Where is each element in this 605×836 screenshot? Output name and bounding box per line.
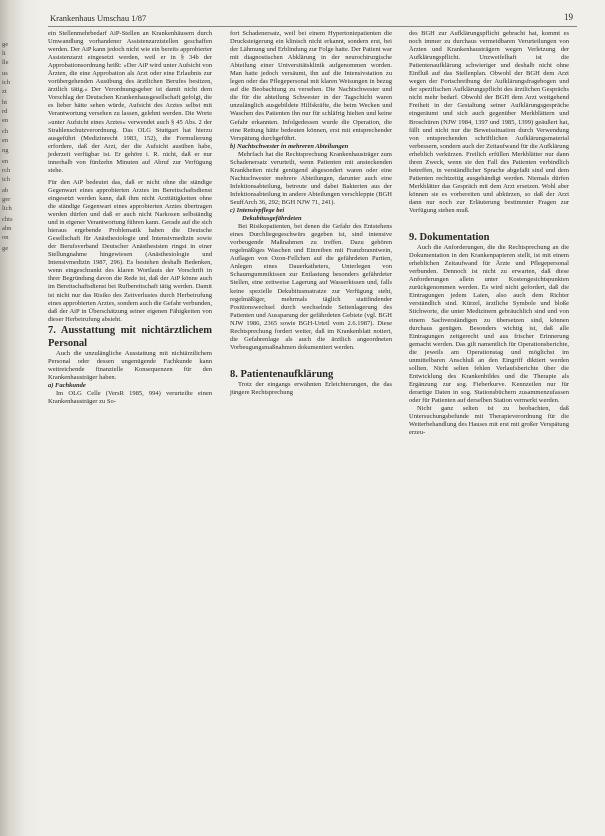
paragraph: ein Stellenmehrbedarf AiP-Stellen an Krankenhäusern durch Umwandlung vorhandener Assistenzarztstellen geschaffen werden. Der AiP kann jedoch nicht wie ein bereits approbierter Assistenzarzt eingesetzt werden, weil er in § 34b der Approbationsordnung heißt: »Der AiP wird unter Aufsicht von Ärzten, die eine Approbation als Arzt oder eine Erlaubnis zur vorübergehenden Ausübung des ärztlichen Berufes besitzen, ärztlich tätig.« Der Verordnungsgeber ist damit nicht dem Vorschlag der Deutschen Krankenhausgesellschaft gefolgt, die es lieber hätte sehen würde, Aufsicht des Arztes selbst mit Verantwortung versehen zu lassen, gelehnt werden. Die Worte »unter Aufsicht eines Arztes« verwendet auch § 45 Abs. 2 der Strahlenschutzverordnung. Das OLG Stuttgart hat hierzu ausgeführt (Medizinrecht 1983, 152), die Formulierung erfordere, daß der Arzt, der die Aufsicht ausüben habe, jederzeit verfügbar ist. Er gehöre i. R. nicht, daß er nur innerhalb von fünfzehn Minuten auf Abruf zur Verfügung stehe. bbox=[48, 30, 213, 174]
paragraph: des BGH zur Aufklärungspflicht gebracht hat, kommt es noch immer zu durchaus vermeidbaren Verurteilungen von Ärzten und Krankenhausträgern wegen Verletzung der Aufklärungspflicht. Unzweifelhaft ist die Patientenaufklärung schwieriger und deshalb nicht ohne Einfluß auf das Stellenplan. Obwohl der BGH dem Arzt wegen der Fortschreibung der Aufklärungsfragebogen und der spezifischen Aufklärungspflicht des ärztlichen Gesprächs nicht mehr bedarf. Obwohl der BGH dem Arzt weitgehend Freiheit in der Gestaltung seiner Aufklärungsgespräche eingeräumt und sich auch gegenüber Merkblättern und Broschüren (NJW 1984, 1397 und 1985, 1399) geäußert hat, fällt und nicht nur die Beweissituation durch Verwendung von entsprechenden schriftlichen Aufklärungsmaterial verbessern, sondern auch der Zeitaufwand für die Aufklärung erheblich verkürzen. Freilich erfüllen Merkblätter nur dann ihren Zweck, wenn sie den Fall des Patienten verbindlich betreffen, in verständlicher Sprache abgefaßt sind und dem Patienten rechtzeitig ausgehändigt werden. Niemals dürfen Merkblätter das Gespräch mit dem Arzt ersetzen. Wohl aber können sie es vorbereiten und abkürzen, so daß der Arzt dann nur noch zur Erläuterung bestimmter Fragen zur Verfügung stehen muß. bbox=[409, 30, 569, 215]
paragraph: Auch die Anforderungen, die die Rechtsprechung an die Dokumentation in den Krankenpapieren stellt, ist mit einem erheblichen Zeitaufwand für Ärzte und Pflegepersonal verbunden. Dennoch ist nicht zu erwarten, daß diese Anforderungen allein unter Kostengesichtspunkten zurückgenommen werden. Es wird nicht gefordert, daß die Eintragungen jedem Laien, also auch dem Richter verständlich sind. Kürzel, ärztliche Symbole und bloße Stichworte, die unter Medizinern gebräuchlich sind und von einem Sachverständigen zu übersetzen sind, können durchaus genügen. Besonders wichtig ist, daß alle Eintragungen zeitgerecht und aus frischer Erinnerung gemacht werden. Das gilt namentlich für Operationsberichte, die jeweils am Operationstag und möglichst im unmittelbaren Anschluß an den Eingriff diktiert werden sollten. Nicht selten fehlen Verlaufsberichte über die Entwicklung des Krankenbildes und die Therapie als Ergänzung zur sog. Fieberkurve. Kennzeilen nur für derartige Daten in sog. Stationsbüchern zusammenzufassen oder für Patienten auf derselben Station vermerkt werden. bbox=[409, 244, 569, 404]
left-page-fragment: en bbox=[2, 137, 9, 145]
left-page-fragment: ht bbox=[2, 99, 8, 107]
page-header bbox=[48, 10, 577, 27]
left-page-fragments bbox=[2, 38, 38, 253]
paragraph: Nicht ganz selten ist zu beobachten, daß Untersuchungsbefunde mit Therapieverordnung für die Weiterbehandlung des Hauses mit erst mit großer Verspätung erzeu- bbox=[409, 405, 569, 437]
subsection-heading-b: b) Nachtschwester in mehreren Abteilungen bbox=[230, 142, 349, 150]
left-page-fragment: lt bbox=[2, 50, 6, 58]
left-page-fragment: ger bbox=[2, 195, 11, 203]
column-middle bbox=[230, 30, 392, 397]
subsection-heading-c bbox=[230, 207, 392, 223]
page-number: 19 bbox=[564, 12, 573, 22]
paragraph: Mehrfach hat die Rechtsprechung Krankenhausträger zum Schadenersatz verurteilt, wenn Patienten mit ansteckenden Krankheiten nicht genügend abgesondert waren oder eine Nachtschwester mehrere Abteilungen, darunter auch eine Infektionsabteilung, betreute und dabei Bakterien aus der Infektionsabteilung in andere Abteilungen verschleppte (BGH SeuffArch 36, 292; BGH NJW 71, 241). bbox=[230, 150, 392, 206]
left-page-fragment: ahn bbox=[2, 224, 12, 232]
column-right bbox=[409, 30, 569, 437]
left-page-fragment: chts bbox=[2, 215, 13, 223]
subsection-heading-7a: a) Fachkunde bbox=[48, 381, 86, 389]
left-page-fragment: rd bbox=[2, 108, 8, 116]
running-title: Krankenhaus Umschau 1/87 bbox=[50, 13, 147, 23]
left-page-fragment: zt bbox=[2, 88, 7, 96]
paragraph: Bei Risikopatienten, bei denen die Gefahr des Entstehens eines Durchliegegeschwürs gegeben ist, sind intensive vorbeugende Maßnahmen zu treffen. Dazu gehören regelmäßiges Waschen und Einreiben mit Franzbranntwein, Auflagen von Ozon-Fellchen auf die gefährdeten Partien, Anlegen eines Dauerkatheters, Unterlegen von Schaumgummikissen zur Entlastung besonders gefährdeter Stellen, eine zeitweise Lagerung auf Wasserkissen und, falls keine spezielle Dekubitusmatratze zur Verfügung steht, regelmäßiger, mehrmals täglich stattfindender Positionswechsel durch wechselnde Seitenlagerung des Patienten und Aussparung der gefährdeten Gebiete (vgl. BGH NJW 1986, 2365 sowie BGH-Urteil vom 2.6.1987). Diese Rechtsprechung fordert weiter, daß im Krankenblatt notiert, die Gefahrenlage als auch die ärztlich angeordneten Vorbeugungsmaßnahmen dokumentiert werden. bbox=[230, 223, 392, 351]
subsection-heading-c-line1: c) Intensivpflege bei bbox=[230, 207, 285, 215]
left-page-fragment: ch bbox=[2, 128, 9, 136]
paragraph: Im OLG Celle (VersR 1985, 994) verurteilte einen Krankenhausträger zu So- bbox=[48, 389, 212, 405]
left-page-fragment: en bbox=[2, 157, 9, 165]
paragraph: Auch die unzulängliche Ausstattung mit nichtärztlichem Personal oder dessen ungenügende Fachkunde kann weitreichende finanzielle Konsequenzen für den Krankenhausträger haben. bbox=[48, 349, 212, 381]
left-page-fragment: on bbox=[2, 233, 9, 241]
section-heading-9: 9. Dokumentation bbox=[409, 232, 490, 244]
left-page-fragment: en bbox=[2, 117, 9, 125]
left-page-fragment: ich bbox=[2, 175, 10, 183]
left-page-fragment: lich bbox=[2, 204, 12, 212]
left-page-fragment: ab bbox=[2, 186, 9, 194]
left-page-fragment: rch bbox=[2, 166, 11, 174]
paragraph: fort Schadenersatz, weil bei einem Hypertoniepatienten die Drucksteigerung ein klinisch nicht erkannt, sondern erst, bei der Lähmung und Erblindung zur Folge hatte. Der Patient war mit diagnostischen Abklärung in der neurochirurgische Abteilung einer Universitätsklinik aufgenommen worden. Man hatte jedoch versäumt, ihn auf die Intensivstation zu legen oder das Pflegepersonal mit klaren Weisungen in bezug auf die Beobachtung zu versehen. Die Nachtschwester und die für die abteilung Schwester in der Tagschicht waren unzulänglich ausgebildete Hilfskräfte, die beim Wecken und Waschen des Patienten ihn nur für schläfrig hielten und keine Gefahr erkannten. Infolgedessen wurde die Operation, die eine Rettung hätte bedeuten können, erst mit entsprechender Verspätung durchgeführt. bbox=[230, 30, 392, 142]
left-page-fragment: ge bbox=[2, 41, 9, 48]
paragraph: Trotz der eingangs erwähnten Erleichterungen, die das jüngere Rechtsprechung bbox=[230, 380, 392, 396]
left-page-fragment: ng bbox=[2, 146, 9, 154]
section-heading-7: 7. Ausstattung mit nichtärztlichem Personal bbox=[48, 324, 212, 349]
left-page-fragment: us bbox=[2, 70, 8, 78]
left-page-fragment: ich bbox=[2, 79, 10, 87]
subsection-heading-c-line2: Dekubitusgefährdeten bbox=[242, 215, 302, 223]
column-left bbox=[48, 30, 212, 406]
left-page-fragment: lle bbox=[2, 59, 9, 67]
section-heading-8: 8. Patientenaufklärung bbox=[230, 368, 334, 380]
left-page-fragment: ge bbox=[2, 244, 9, 252]
paragraph: Für den AiP bedeutet das, daß er nicht ohne die ständige Gegenwart eines approbierten Arztes im Bereitschaftsdienst eingesetzt werden kann, daß ihm nicht Arzttätigkeiten ohne die ständige Gegenwart eines approbierten Arztes übertragen werden dürfen und daß er auch nicht Narkosen selbständig und in eigener Verantwortung führen kann. Gerade auf die sich hieraus ergebende Problematik haben die Deutsche Gesellschaft für Anästhesiologie und Intensivmedizin sowie der Berufsverband Deutscher Anästhesisten ringst in einer Stellungnahme hingewiesen (Anästhesiologie und Intensivmedizin 1987, 296). Es bestehen deshalb Bedenken, wenn eingeschrankt des klaren Wortlauts der Vorschrift in ihrer Begründung davon die Rede ist, daß der AiP könne auch im Bereitschaftsdienst bei Rufbereitschaft tätig werden. Damit ist nicht nur das Risiko des Zeitverlustes durch Herbeirufung eines approbierten Arztes, sondern auch die Gefahr verbunden, daß der AiP in Überschätzung seiner eigenen Fähigkeiten von dieser Herbeirufung absieht. bbox=[48, 178, 212, 323]
